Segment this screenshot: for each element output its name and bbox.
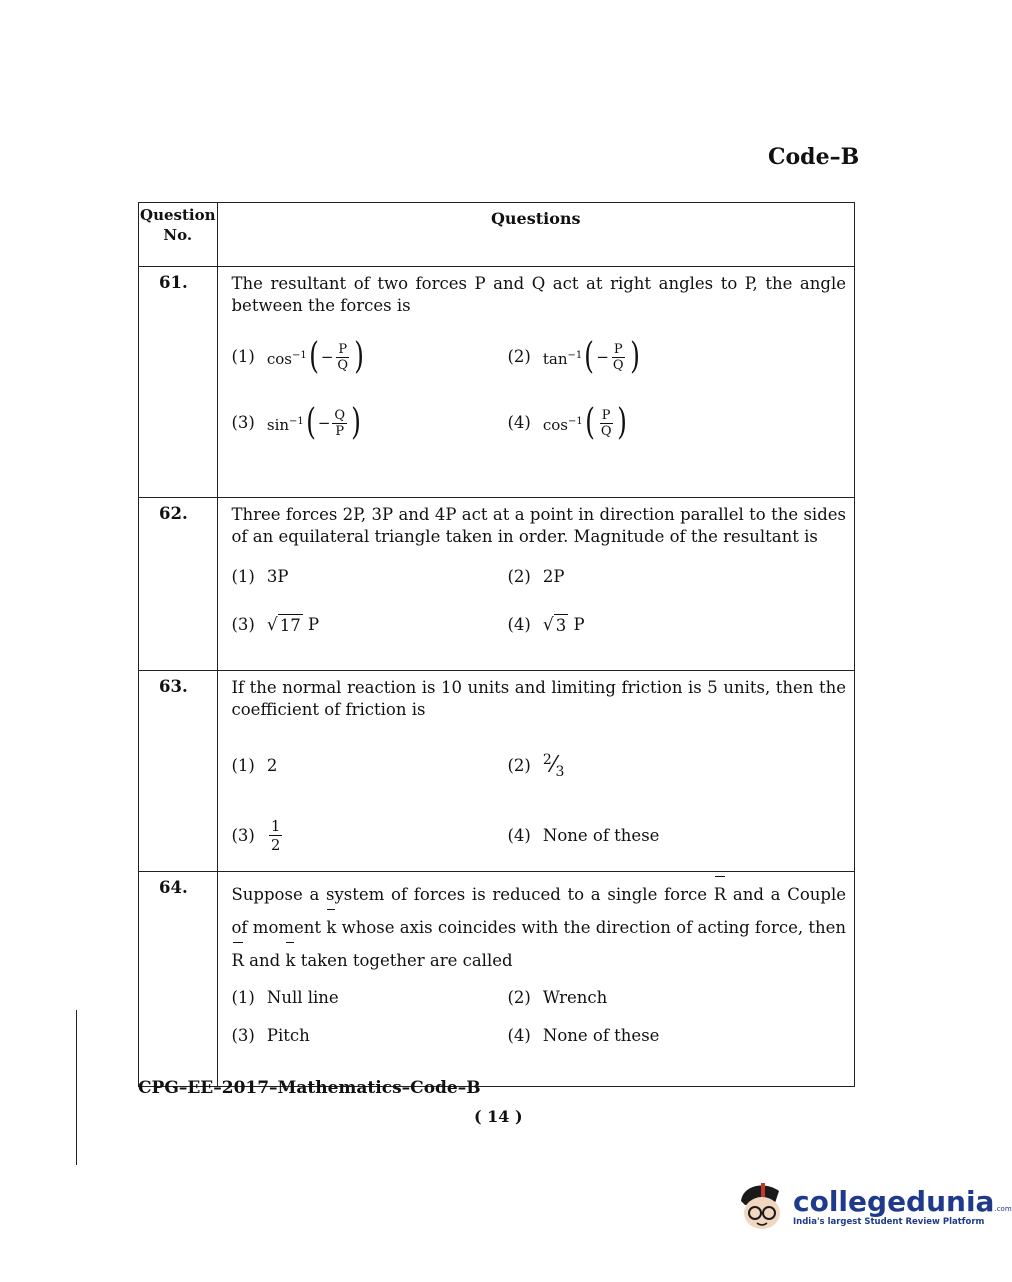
question-stem: The resultant of two forces P and Q act at right angles to P, the angle between the forces is bbox=[231, 274, 846, 315]
vector-R: R bbox=[232, 944, 244, 977]
option-number: (2) bbox=[507, 988, 531, 1007]
question-body bbox=[217, 498, 855, 671]
option-3 bbox=[231, 402, 508, 443]
question-row bbox=[139, 872, 855, 1087]
options-grid bbox=[232, 749, 847, 854]
questions-table bbox=[138, 202, 855, 1087]
option-4 bbox=[507, 402, 847, 443]
option-text: Wrench bbox=[542, 988, 608, 1007]
option-number: (2) bbox=[507, 347, 531, 366]
math-expression: $\sin^{-1}$ ( − $\frac{Q}{P}$ ) bbox=[266, 402, 362, 443]
option-text: None of these bbox=[542, 825, 660, 845]
option-number: (1) bbox=[231, 567, 255, 586]
stacked-fraction: $\frac{1}{2}$ bbox=[270, 817, 281, 854]
brand-tagline: India's largest Student Review Platform bbox=[793, 1217, 985, 1227]
option-2 bbox=[508, 749, 847, 783]
option-number: (1) bbox=[231, 756, 255, 775]
option-number: (4) bbox=[507, 1026, 531, 1045]
option-4 bbox=[508, 1019, 847, 1053]
question-number: 63. bbox=[139, 671, 218, 872]
option-3 bbox=[232, 817, 508, 854]
col-header-questions: Questions bbox=[217, 203, 855, 267]
math-expression: $\cos^{-1}$ ( − $\frac{P}{Q}$ ) bbox=[266, 336, 365, 377]
margin-line bbox=[76, 1010, 77, 1165]
slash-fraction: 2 ⁄ 3 bbox=[542, 752, 565, 780]
brand-com: .com bbox=[994, 1205, 1012, 1213]
vector-k: k bbox=[326, 911, 336, 944]
math-expression: $\cos^{-1}$ ( $\frac{P}{Q}$ ) bbox=[542, 402, 628, 443]
option-number: (2) bbox=[507, 567, 531, 586]
options-grid bbox=[232, 560, 847, 642]
question-body bbox=[217, 671, 855, 872]
page-number: ( 14 ) bbox=[474, 1107, 523, 1126]
option-number: (3) bbox=[231, 1026, 255, 1045]
sqrt-expression: √ 17 bbox=[266, 614, 301, 635]
sqrt-expression: √ 3 bbox=[542, 614, 567, 635]
question-stem: If the normal reaction is 10 units and limiting friction is 5 units, then the coefficient of friction is bbox=[231, 678, 846, 719]
question-row bbox=[139, 498, 855, 671]
question-number: 64. bbox=[139, 872, 218, 1087]
option-text: 3P bbox=[266, 567, 289, 586]
option-2 bbox=[508, 981, 847, 1015]
option-number: (4) bbox=[507, 413, 531, 432]
option-number: (3) bbox=[231, 825, 255, 845]
col-header-question-no: Question No. bbox=[139, 203, 218, 267]
option-1 bbox=[232, 560, 508, 594]
footer-paper-code: CPG–EE–2017–Mathematics–Code–B bbox=[138, 1078, 481, 1098]
option-4 bbox=[508, 817, 847, 854]
option-number: (3) bbox=[231, 615, 255, 634]
options-grid bbox=[231, 336, 847, 443]
question-body bbox=[217, 267, 855, 498]
option-number: (4) bbox=[507, 615, 531, 634]
question-number: 62. bbox=[139, 498, 218, 671]
question-row bbox=[139, 267, 855, 498]
vector-k: k bbox=[285, 944, 295, 977]
options-grid bbox=[232, 981, 847, 1053]
option-2 bbox=[507, 336, 847, 377]
option-number: (4) bbox=[507, 825, 531, 845]
option-number: (3) bbox=[231, 413, 255, 432]
option-number: (2) bbox=[507, 756, 531, 775]
option-number: (1) bbox=[231, 988, 255, 1007]
option-text: Pitch bbox=[266, 1026, 310, 1045]
option-1 bbox=[231, 336, 508, 377]
question-number: 61. bbox=[139, 267, 218, 498]
option-3 bbox=[232, 1019, 508, 1053]
paper-code-label: Code–B bbox=[768, 144, 860, 170]
math-expression: $\tan^{-1}$ ( − $\frac{P}{Q}$ ) bbox=[542, 336, 640, 377]
option-4: (4) √ 3 P bbox=[507, 614, 585, 635]
option-text: None of these bbox=[542, 1026, 660, 1045]
collegedunia-watermark bbox=[735, 1176, 1012, 1238]
option-text: 2 bbox=[266, 756, 278, 775]
brand-name: collegedunia bbox=[793, 1185, 995, 1218]
option-1 bbox=[232, 749, 508, 783]
option-text: Null line bbox=[266, 988, 339, 1007]
vector-R: R bbox=[714, 878, 726, 911]
option-1 bbox=[232, 981, 508, 1015]
option-2 bbox=[508, 560, 847, 594]
question-body bbox=[217, 872, 855, 1087]
question-stem: Three forces 2P, 3P and 4P act at a point in direction parallel to the sides of an equilateral triangle taken in order. Magnitude of the resultant is bbox=[231, 505, 846, 546]
option-3: (3) √ 17 P bbox=[231, 614, 320, 635]
mascot-logo-icon bbox=[735, 1179, 791, 1235]
option-number: (1) bbox=[231, 347, 255, 366]
option-text: 2P bbox=[542, 567, 565, 586]
question-row bbox=[139, 671, 855, 872]
question-stem: Suppose a system of forces is reduced to a single force R and a Couple of moment k whose axis coincides with the direction of acting force, then R and k taken together are called bbox=[232, 878, 847, 977]
